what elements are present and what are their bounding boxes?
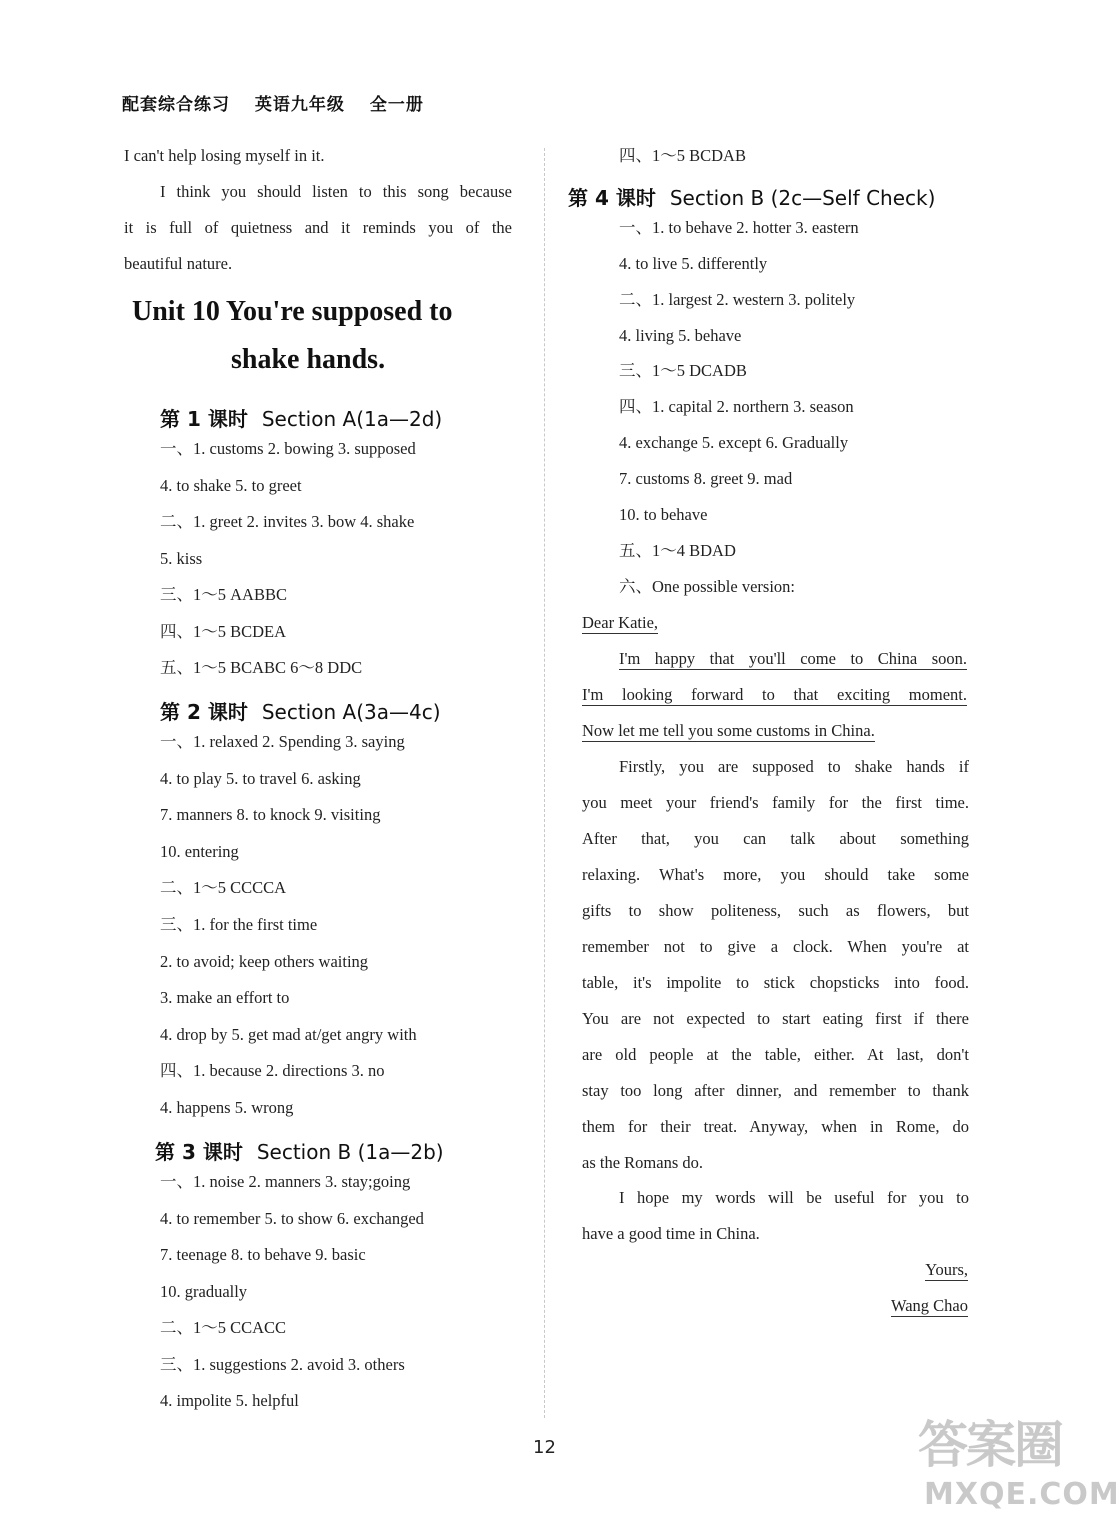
letter-body-line: remember not to give a clock. When you're at <box>582 937 969 956</box>
subject-title: 英语九年级 <box>254 95 345 115</box>
answer-line: 10. gradually <box>160 1282 248 1301</box>
answer-line: 三、1～5 AABBC <box>160 585 287 604</box>
lesson-1-section: Section A(1a—2d) <box>261 407 443 431</box>
page-number: 12 <box>533 1437 556 1458</box>
answer-line: 三、1. for the first time <box>160 915 318 934</box>
answer-line: 4. to shake 5. to greet <box>160 476 302 495</box>
letter-body-line: are old people at the table, either. At last, don't <box>582 1045 969 1064</box>
letter-intro-line <box>582 721 875 741</box>
letter-body-line: you meet your friend's family for the first time. <box>582 793 969 812</box>
column-divider <box>544 148 545 1418</box>
answer-line: 4. happens 5. wrong <box>160 1098 294 1117</box>
letter-body-line: relaxing. What's more, you should take some <box>582 865 969 884</box>
lesson-1-number: 第 1 课时 <box>160 407 248 431</box>
answer-line: 四、1～5 BCDEA <box>160 622 287 641</box>
answer-line: 四、1. because 2. directions 3. no <box>160 1061 385 1080</box>
letter-body-line: as the Romans do. <box>582 1153 703 1172</box>
lesson-3-section: Section B (1a—2b) <box>256 1140 444 1164</box>
letter-intro-line <box>619 649 967 669</box>
letter-salutation <box>582 613 658 633</box>
answer-line: 一、1. customs 2. bowing 3. supposed <box>160 439 416 458</box>
answer-line: 四、1. capital 2. northern 3. season <box>619 397 854 416</box>
lesson-2-number: 第 2 课时 <box>160 700 248 724</box>
answer-line: 7. manners 8. to knock 9. visiting <box>160 805 381 824</box>
letter-body-line: them for their treat. Anyway, when in Rome, do <box>582 1117 969 1136</box>
answer-line: 二、1～5 CCCCA <box>160 878 287 897</box>
answer-line: 二、1. largest 2. western 3. politely <box>619 290 856 309</box>
intro-text: Now let me tell you some customs in China. <box>582 721 875 740</box>
answer-line: 4. impolite 5. helpful <box>160 1391 299 1410</box>
signature-text: Wang Chao <box>890 1296 968 1315</box>
essay-line: I can't help losing myself in it. <box>124 146 325 165</box>
letter-closing-line: I hope my words will be useful for you to <box>619 1188 969 1207</box>
lesson-3-number: 第 3 课时 <box>155 1140 243 1164</box>
unit-title-line1: Unit 10 You're supposed to <box>132 296 453 327</box>
lesson-2-heading <box>160 696 441 725</box>
answer-line: 一、1. to behave 2. hotter 3. eastern <box>619 218 859 237</box>
answer-line: 2. to avoid; keep others waiting <box>160 952 369 971</box>
answer-line: 5. kiss <box>160 549 203 568</box>
lesson-2-section: Section A(3a—4c) <box>261 700 441 724</box>
essay-line: it is full of quietness and it reminds you of the <box>124 218 512 237</box>
letter-body-line: table, it's impolite to stick chopsticks into food. <box>582 973 969 992</box>
answer-line: 4. to live 5. differently <box>619 254 768 273</box>
answer-line: 7. teenage 8. to behave 9. basic <box>160 1245 366 1264</box>
watermark-logo <box>918 1405 1120 1530</box>
answer-line: 7. customs 8. greet 9. mad <box>619 469 793 488</box>
running-header <box>122 90 442 115</box>
signoff-text: Yours, <box>925 1260 968 1279</box>
lesson-4-section: Section B (2c—Self Check) <box>669 186 936 210</box>
essay-line: I think you should listen to this song because <box>160 182 512 201</box>
answer-line: 3. make an effort to <box>160 988 290 1007</box>
answer-line: 4. living 5. behave <box>619 326 742 345</box>
letter-signature <box>891 1296 968 1316</box>
salutation-text: Dear Katie, <box>582 613 659 632</box>
letter-body-line: stay too long after dinner, and remember to thank <box>582 1081 969 1100</box>
unit-title-line2: shake hands. <box>231 344 386 375</box>
essay-line: beautiful nature. <box>124 254 233 273</box>
watermark-en-text: MXQE.COM <box>924 1477 1120 1512</box>
answer-line: 五、1～4 BDAD <box>619 541 736 560</box>
answer-line: 五、1～5 BCABC 6～8 DDC <box>160 658 363 677</box>
letter-body-line: You are not expected to start eating first if there <box>582 1009 969 1028</box>
lesson-4-heading <box>568 182 935 211</box>
lesson-3-heading <box>155 1136 444 1165</box>
answer-line: 一、1. noise 2. manners 3. stay;going <box>160 1172 411 1191</box>
lesson-4-number: 第 4 课时 <box>568 186 656 210</box>
answer-line: 4. to play 5. to travel 6. asking <box>160 769 361 788</box>
book-title: 配套综合练习 <box>122 95 230 115</box>
answer-line: 10. entering <box>160 842 239 861</box>
answer-line: 六、One possible version: <box>619 577 795 596</box>
answer-line: 4. drop by 5. get mad at/get angry with <box>160 1025 417 1044</box>
letter-intro-line <box>582 685 967 705</box>
answer-line: 4. exchange 5. except 6. Gradually <box>619 433 849 452</box>
letter-closing-line: have a good time in China. <box>582 1224 760 1243</box>
letter-body-line: After that, you can talk about something <box>582 829 969 848</box>
answer-line: 10. to behave <box>619 505 708 524</box>
answer-line: 四、1～5 BCDAB <box>619 146 746 165</box>
answer-line: 二、1～5 CCACC <box>160 1318 287 1337</box>
lesson-1-heading <box>160 403 442 432</box>
answer-line: 4. to remember 5. to show 6. exchanged <box>160 1209 424 1228</box>
answer-line: 三、1. suggestions 2. avoid 3. others <box>160 1355 405 1374</box>
letter-signoff <box>925 1260 968 1280</box>
intro-text: I'm looking forward to that exciting moment. <box>582 685 967 704</box>
intro-text: I'm happy that you'll come to China soon. <box>619 649 967 668</box>
watermark-cn-text: 答案圈 <box>918 1416 1062 1474</box>
letter-body-line: Firstly, you are supposed to shake hands if <box>619 757 969 776</box>
letter-body-line: gifts to show politeness, such as flowers, but <box>582 901 969 920</box>
answer-line: 一、1. relaxed 2. Spending 3. saying <box>160 732 405 751</box>
volume-title: 全一册 <box>369 95 424 115</box>
answer-line: 三、1～5 DCADB <box>619 361 747 380</box>
answer-line: 二、1. greet 2. invites 3. bow 4. shake <box>160 512 415 531</box>
